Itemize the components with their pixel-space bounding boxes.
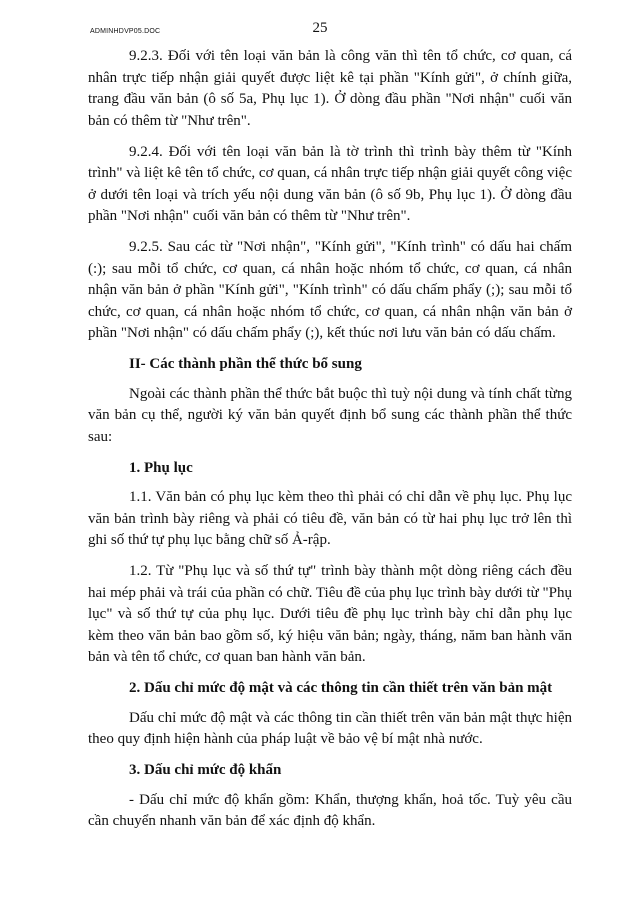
- paragraph-9-2-3: 9.2.3. Đối với tên loại văn bản là công văn thì tên tổ chức, cơ quan, cá nhân trực tiếp nhận giải quyết được liệt kê tại phần "Kính gửi", ở chính giữa, trang đầu văn bản (ô số 5a, Phụ lục 1). Ở dòng đầu phần "Nơi nhận" cuối văn bản có thêm từ "Như trên".: [88, 48, 572, 129]
- paragraph-1-2: 1.2. Từ "Phụ lục và số thứ tự" trình bày thành một dòng riêng cách đều hai mép phải và trái của phần có chữ. Tiêu đề của phụ lục trình bày dưới từ "Phụ lục" và số thứ tự của phụ lục. Dưới tiêu đề phụ lục trình bày chỉ dẫn phụ lục kèm theo văn bản bao gồm số, ký hiệu văn bản; ngày, tháng, năm ban hành văn bản và tên tổ chức, cơ quan ban hành văn bản.: [88, 563, 572, 665]
- paragraph-1-1: 1.1. Văn bản có phụ lục kèm theo thì phải có chỉ dẫn về phụ lục. Phụ lục văn bản trình bày riêng và phải có tiêu đề, văn bản có từ hai phụ lục trở lên thì ghi số thứ tự phụ lục bằng chữ số Ả-rập.: [88, 489, 572, 548]
- paragraph-confidential: Dấu chỉ mức độ mật và các thông tin cần thiết trên văn bản mật thực hiện theo quy định hiện hành của pháp luật về bảo vệ bí mật nhà nước.: [88, 709, 572, 747]
- document-code: ADMINHDVP05.DOC: [90, 28, 161, 35]
- heading-confidential-mark: 2. Dấu chỉ mức độ mật và các thông tin cần thiết trên văn bản mật: [129, 680, 553, 696]
- page-number: 25: [312, 20, 328, 36]
- paragraph-9-2-5: 9.2.5. Sau các từ "Nơi nhận", "Kính gửi", "Kính trình" có dấu hai chấm (:); sau mỗi tổ chức, cơ quan, cá nhân hoặc nhóm tổ chức, cơ quan, cá nhân nhận văn bản ở phần "Kính gửi", "Kính trình" có dấu chấm phẩy (;); sau mỗi tổ chức, cơ quan, cá nhân hoặc nhóm tổ chức, cơ quan, cá nhân nhận văn bản ở phần "Nơi nhận" có dấu chấm phẩy (;), kết thúc nơi lưu văn bản có dấu chấm.: [88, 239, 572, 341]
- heading-urgency-mark: 3. Dấu chỉ mức độ khẩn: [129, 762, 282, 778]
- paragraph-urgency: - Dấu chỉ mức độ khẩn gồm: Khẩn, thượng khẩn, hoả tốc. Tuỳ yêu cầu cần chuyển nhanh văn bản để xác định độ khẩn.: [88, 791, 572, 829]
- document-body: [88, 46, 572, 842]
- paragraph-intro-supplementary: Ngoài các thành phần thể thức bắt buộc thì tuỳ nội dung và tính chất từng văn bản cụ thể, người ký văn bản quyết định bổ sung các thành phần thể thức sau:: [88, 385, 572, 445]
- section-heading-ii: II- Các thành phần thể thức bổ sung: [129, 356, 362, 372]
- paragraph-9-2-4: 9.2.4. Đối với tên loại văn bản là tờ trình thì trình bày thêm từ "Kính trình" và liệt kê tên tổ chức, cơ quan, cá nhân trực tiếp nhận giải quyết công việc ở dưới tên loại và trích yếu nội dung văn bản (ô số 9b, Phụ lục 1). Ở dòng đầu phần "Nơi nhận" cuối văn bản có thêm từ "Như trên".: [88, 143, 572, 224]
- heading-appendix: 1. Phụ lục: [129, 459, 193, 476]
